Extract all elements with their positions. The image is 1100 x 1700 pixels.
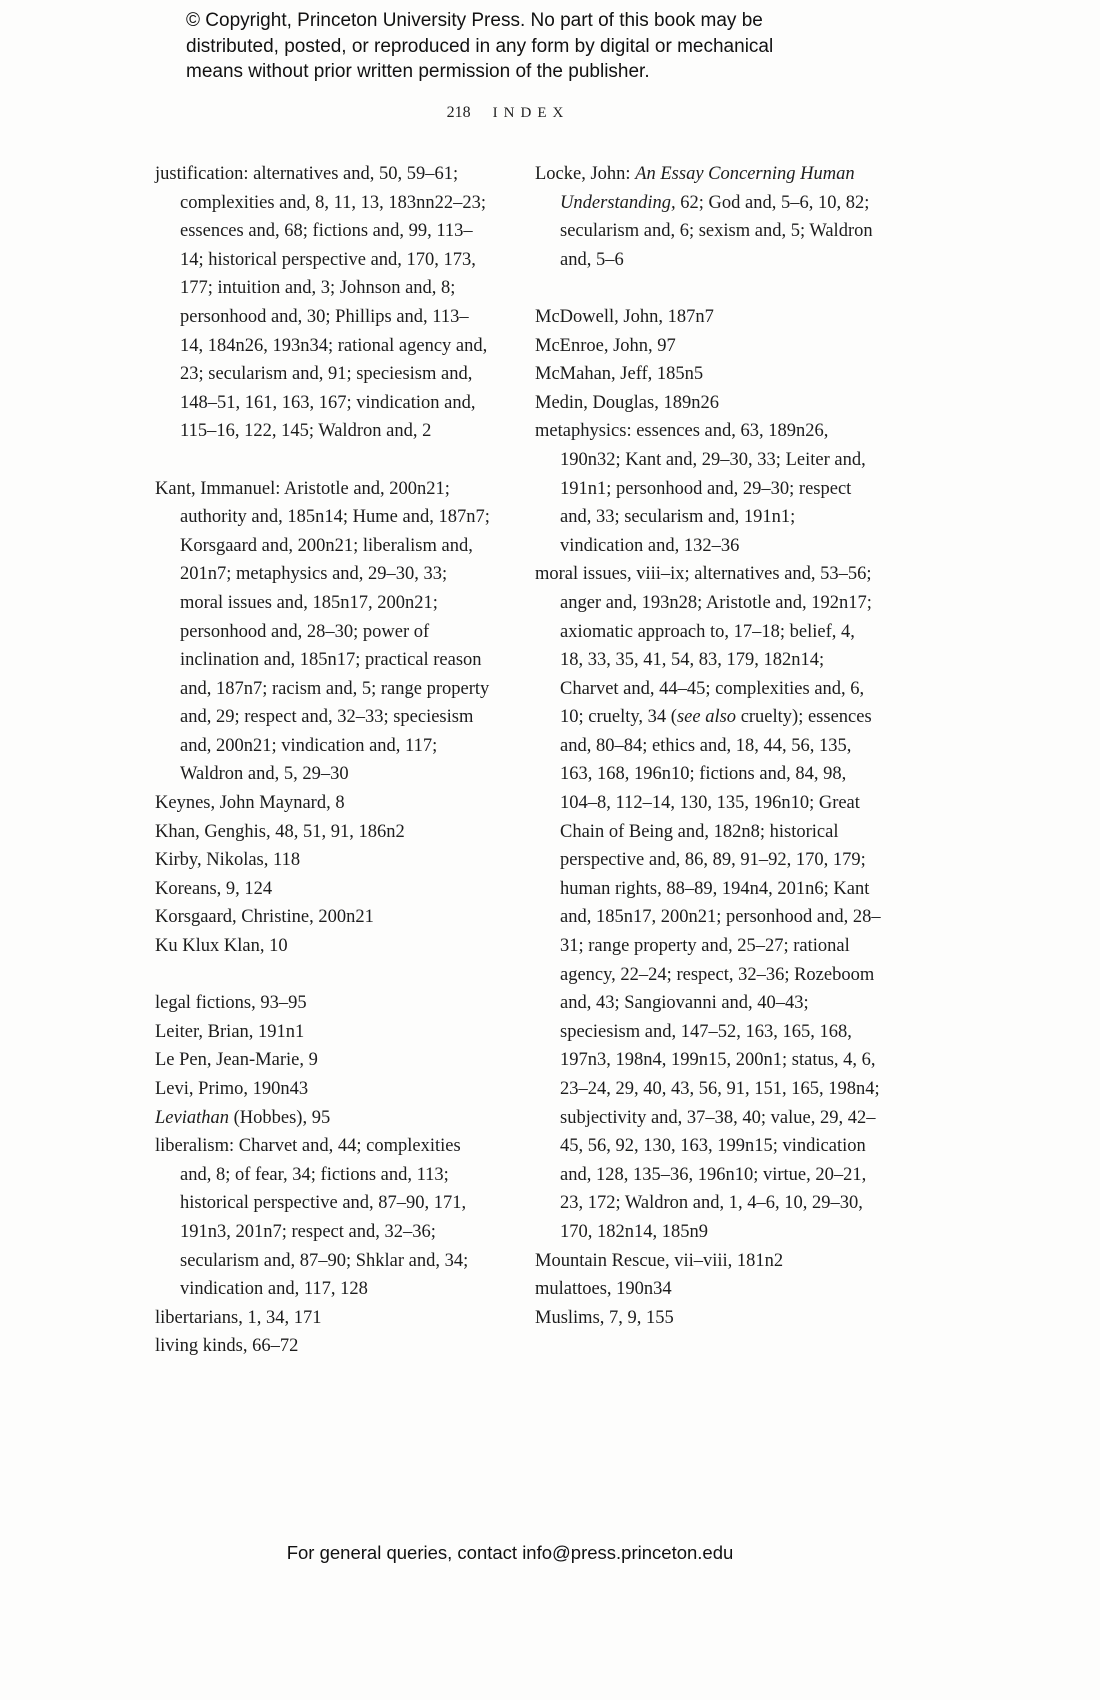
- index-entry: legal fictions, 93–95: [155, 993, 307, 1014]
- index-entry: Levi, Primo, 190n43: [155, 1079, 309, 1099]
- index-group: [155, 989, 491, 1361]
- index-entry: Kirby, Nikolas, 118: [155, 850, 301, 871]
- index-entry: Koreans, 9, 124: [155, 878, 273, 899]
- index-entry: moral issues, viii–ix; alternatives and, 53–56; anger and, 193n28; Aristotle and, 192n17; axiomatic approach to, 17–18; belief, 4, 18, 33, 35, 41, 54, 83, 179, 182n14; Charvet and, 44–45; complexities and, 6, 10; cruelty, 34 (see also cruelty); essences and, 80–84; ethics and, 18, 44, 56, 135, 163, 168, 196n10; fictions and, 84, 98, 104–8, 112–14, 130, 135, 196n10; Great Chain of Being and, 182n8; historical perspective and, 86, 89, 91–92, 170, 179; human rights, 88–89, 194n4, 201n6; Kant and, 185n17, 200n21; personhood and, 28–31; range property and, 25–27; rational agency, 22–24; respect, 32–36; Rozeboom and, 43; Sangiovanni and, 40–43; speciesism and, 147–52, 163, 165, 168, 197n3, 198n4, 199n15, 200n1; status, 4, 6, 23–24, 29, 40, 43, 56, 91, 151, 165, 198n4; subjectivity and, 37–38, 40; value, 29, 42–45, 56, 92, 130, 163, 199n15; vindication and, 128, 135–36, 196n10; virtue, 20–21, 23, 172; Waldron and, 1, 4–6, 10, 29–30, 170, 182n14, 185n9: [535, 564, 881, 1242]
- index-title: INDEX: [492, 105, 570, 121]
- index-entry: liberalism: Charvet and, 44; complexities and, 8; of fear, 34; fictions and, 113; historical perspective and, 87–90, 171, 191n3, 201n7; respect and, 32–36; secularism and, 87–90; Shklar and, 34; vindication and, 117, 128: [155, 1136, 469, 1300]
- index-entry: Mountain Rescue, vii–viii, 181n2: [535, 1250, 784, 1271]
- copyright-line: distributed, posted, or reproduced in any form by digital or mechanical: [186, 35, 774, 57]
- index-columns: [155, 160, 882, 1361]
- index-entry: mulattoes, 190n34: [535, 1279, 672, 1300]
- index-entry: Medin, Douglas, 189n26: [535, 392, 719, 413]
- index-entry: metaphysics: essences and, 63, 189n26, 190n32; Kant and, 29–30, 33; Leiter and, 191n1; personhood and, 29–30; respect and, 33; secularism and, 191n1; vindication and, 132–36: [535, 421, 866, 556]
- index-group: [535, 303, 882, 1332]
- index-entry: living kinds, 66–72: [155, 1336, 299, 1357]
- index-entry: Leviathan (Hobbes), 95: [155, 1107, 331, 1128]
- footer-contact: For general queries, contact info@press.princeton.edu: [286, 1542, 734, 1563]
- index-entry: Leiter, Brian, 191n1: [155, 1021, 305, 1042]
- index-entry: Korsgaard, Christine, 200n21: [155, 907, 374, 928]
- index-entry: justification: alternatives and, 50, 59–61; complexities and, 8, 11, 13, 183nn22–23; essences and, 68; fictions and, 99, 113–14; historical perspective and, 170, 173, 177; intuition and, 3; Johnson and, 8; personhood and, 30; Phillips and, 113–14, 184n26, 193n34; rational agency and, 23; secularism and, 91; speciesism and, 148–51, 161, 163, 167; vindication and, 115–16, 122, 145; Waldron and, 2: [155, 164, 488, 442]
- index-entry: Keynes, John Maynard, 8: [155, 793, 345, 814]
- index-group: [155, 160, 491, 446]
- index-entry: Khan, Genghis, 48, 51, 91, 186n2: [155, 821, 405, 842]
- index-entry: McEnroe, John, 97: [535, 335, 676, 356]
- index-entry: Kant, Immanuel: Aristotle and, 200n21; authority and, 185n14; Hume and, 187n7; Korsgaard and, 200n21; liberalism and, 201n7; metaphysics and, 29–30, 33; moral issues and, 185n17, 200n21; personhood and, 28–30; power of inclination and, 185n17; practical reason and, 187n7; racism and, 5; range property and, 29; respect and, 32–33; speciesism and, 200n21; vindication and, 117; Waldron and, 5, 29–30: [155, 478, 490, 785]
- index-entry: libertarians, 1, 34, 171: [155, 1307, 322, 1328]
- index-entry: McMahan, Jeff, 185n5: [535, 364, 704, 385]
- index-group: [155, 475, 491, 961]
- index-entry: McDowell, John, 187n7: [535, 306, 714, 327]
- index-column-right: [535, 160, 882, 1361]
- page-header: [0, 104, 1016, 122]
- page-number: 218: [446, 104, 471, 121]
- copyright-notice: [186, 8, 773, 85]
- copyright-line: © Copyright, Princeton University Press. No part of this book may be: [186, 10, 763, 31]
- index-entry: Ku Klux Klan, 10: [155, 936, 288, 957]
- index-column-left: [155, 160, 491, 1361]
- index-entry: Locke, John: An Essay Concerning Human Understanding, 62; God and, 5–6, 10, 82; secularism and, 6; sexism and, 5; Waldron and, 5–6: [535, 164, 873, 270]
- index-entry: Le Pen, Jean-Marie, 9: [155, 1050, 318, 1071]
- index-entry: Muslims, 7, 9, 155: [535, 1307, 674, 1328]
- copyright-line: means without prior written permission of the publisher.: [186, 61, 650, 82]
- index-group: [535, 160, 882, 274]
